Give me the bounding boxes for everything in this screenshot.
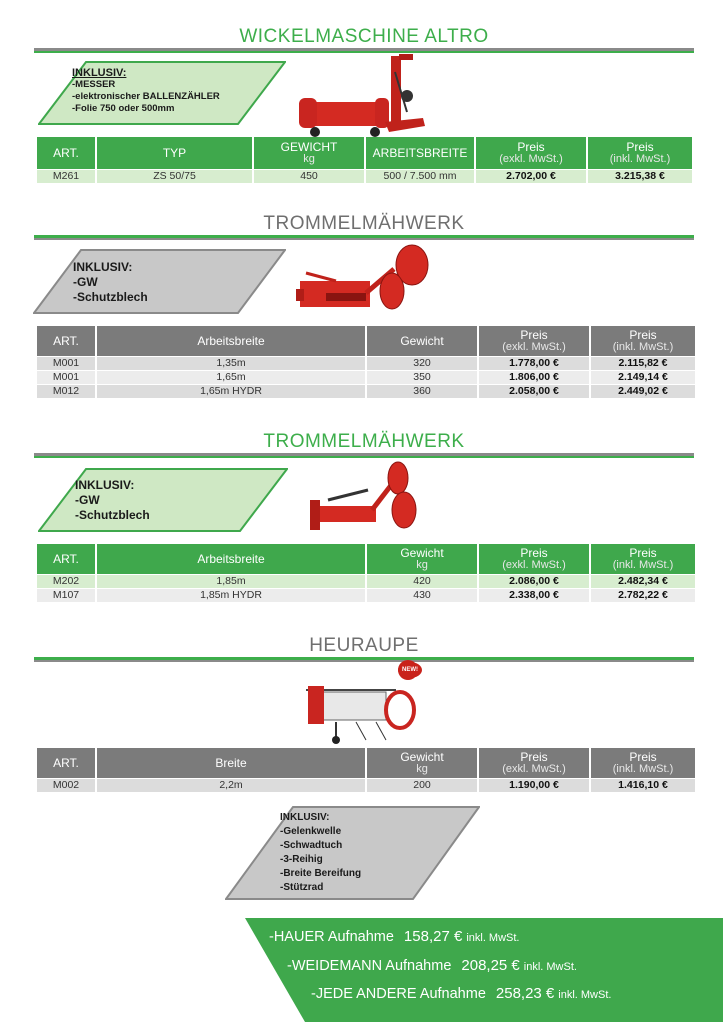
price-table-heuraupe xyxy=(35,747,697,793)
header-gewicht: Gewicht kg xyxy=(367,748,477,778)
header-breite: Breite xyxy=(97,748,365,778)
inklusiv-item: -Schutzblech xyxy=(73,290,148,304)
header-preis-inkl: Preis (inkl. MwSt.) xyxy=(591,544,695,574)
inklusiv-item: -GW xyxy=(75,493,100,507)
table-row: M012 1,65m HYDR 360 2.058,00 € 2.449,02 € xyxy=(37,385,695,398)
inklusiv-heading: INKLUSIV: xyxy=(72,67,127,79)
header-preis-exkl: Preis (exkl. MwSt.) xyxy=(476,137,586,169)
header-art: ART. xyxy=(37,137,95,169)
inklusiv-item: -Breite Bereifung xyxy=(280,868,362,879)
section-title-heuraupe: HEURAUPE xyxy=(309,635,419,656)
new-badge: NEW! xyxy=(398,662,422,678)
header-preis-exkl: Preis (exkl. MwSt.) xyxy=(479,544,589,574)
header-art: ART. xyxy=(37,748,95,778)
banner-line: -HAUER Aufnahme 158,27 € inkl. MwSt. xyxy=(269,928,520,945)
header-preis-exkl: Preis (exkl. MwSt.) xyxy=(479,748,589,778)
price-table-wickelmaschine xyxy=(35,136,694,184)
table-row: M261 ZS 50/75 450 500 / 7.500 mm 2.702,00 € 3.215,38 € xyxy=(37,170,692,183)
inklusiv-item: -Folie 750 oder 500mm xyxy=(72,103,175,114)
inklusiv-heading: INKLUSIV: xyxy=(75,478,135,492)
inklusiv-box-heuraupe xyxy=(225,806,480,900)
drum-mower-image-2 xyxy=(308,460,418,534)
header-arbeitsbreite: Arbeitsbreite xyxy=(97,544,365,574)
header-art: ART. xyxy=(37,326,95,356)
table-row: M001 1,65m 350 1.806,00 € 2.149,14 € xyxy=(37,371,695,384)
table-row: M107 1,85m HYDR 430 2.338,00 € 2.782,22 € xyxy=(37,589,695,602)
section-divider xyxy=(34,453,694,458)
inklusiv-item: -Schwadtuch xyxy=(280,840,343,851)
inklusiv-box-trommelmaehwerk-2 xyxy=(38,468,288,532)
inklusiv-box-wickelmaschine xyxy=(38,61,286,125)
inklusiv-item: -Gelenkwelle xyxy=(280,826,342,837)
section-title-trommelmaehwerk-2: TROMMELMÄHWERK xyxy=(263,431,465,452)
inklusiv-box-trommelmaehwerk xyxy=(33,249,286,314)
header-arbeitsbreite: ARBEITSBREITE xyxy=(366,137,474,169)
section-divider xyxy=(34,235,694,240)
wrapping-machine-image xyxy=(295,52,435,138)
inklusiv-item: -3-Reihig xyxy=(280,854,323,865)
header-preis-inkl: Preis (inkl. MwSt.) xyxy=(591,326,695,356)
header-preis-exkl: Preis (exkl. MwSt.) xyxy=(479,326,589,356)
table-row: M202 1,85m 420 2.086,00 € 2.482,34 € xyxy=(37,575,695,588)
inklusiv-item: -Schutzblech xyxy=(75,508,150,522)
header-gewicht: GEWICHT kg xyxy=(254,137,364,169)
price-table-trommelmaehwerk-1 xyxy=(35,325,697,399)
header-gewicht: Gewicht kg xyxy=(367,544,477,574)
header-gewicht: Gewicht xyxy=(367,326,477,356)
table-row: M002 2,2m 200 1.190,00 € 1.416,10 € xyxy=(37,779,695,792)
section-title-wickelmaschine: WICKELMASCHINE ALTRO xyxy=(239,26,489,47)
banner-line: -WEIDEMANN Aufnahme 208,25 € inkl. MwSt. xyxy=(287,957,577,974)
inklusiv-item: -Stützrad xyxy=(280,882,324,893)
header-typ: TYP xyxy=(97,137,252,169)
header-arbeitsbreite: Arbeitsbreite xyxy=(97,326,365,356)
attachment-banner xyxy=(245,918,723,1022)
section-title-trommelmaehwerk: TROMMELMÄHWERK xyxy=(263,213,465,234)
header-art: ART. xyxy=(37,544,95,574)
header-preis-inkl: Preis (inkl. MwSt.) xyxy=(591,748,695,778)
inklusiv-heading: INKLUSIV: xyxy=(73,260,133,274)
drum-mower-image xyxy=(296,243,436,321)
inklusiv-item: -GW xyxy=(73,275,98,289)
banner-line: -JEDE ANDERE Aufnahme 258,23 € inkl. MwSt. xyxy=(311,985,612,1002)
inklusiv-item: -MESSER xyxy=(72,79,116,90)
inklusiv-item: -elektronischer BALLENZÄHLER xyxy=(72,91,220,102)
price-table-trommelmaehwerk-2 xyxy=(35,543,697,603)
inklusiv-heading: INKLUSIV: xyxy=(280,812,330,823)
table-row: M001 1,35m 320 1.778,00 € 2.115,82 € xyxy=(37,357,695,370)
header-preis-inkl: Preis (inkl. MwSt.) xyxy=(588,137,692,169)
